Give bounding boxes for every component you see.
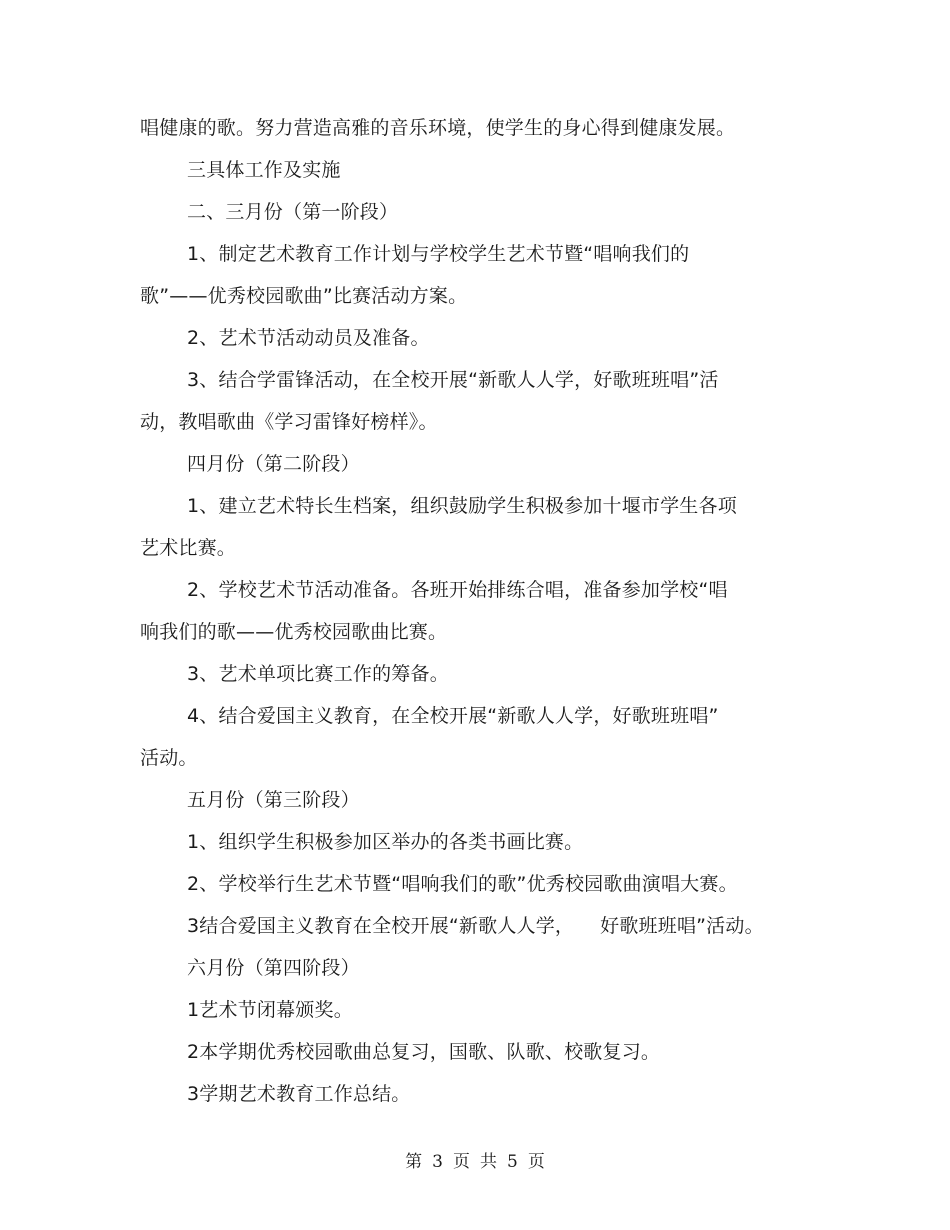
phase-heading-3: 五月份（第三阶段） bbox=[187, 789, 360, 811]
section-heading: 三具体工作及实施 bbox=[187, 159, 341, 181]
body-line-10: 1、建立艺术特长生档案，组织鼓励学生积极参加十堰市学生各项 bbox=[187, 495, 737, 517]
page-footer bbox=[0, 1150, 950, 1174]
body-line-20-tail: 好歌班班唱”活动。 bbox=[600, 915, 764, 937]
body-line-20-head: 3结合爱国主义教育在全校开展“新歌人人学， bbox=[187, 915, 575, 937]
body-line-12: 2、学校艺术节活动准备。各班开始排练合唱，准备参加学校“唱 bbox=[187, 579, 728, 601]
footer-page-word: 页 bbox=[453, 1152, 470, 1172]
phase-heading-2: 四月份（第二阶段） bbox=[187, 453, 360, 475]
body-line-23: 2本学期优秀校园歌曲总复习，国歌、队歌、校歌复习。 bbox=[187, 1041, 661, 1063]
body-line-20 bbox=[187, 914, 764, 938]
phase-heading-1: 二、三月份（第一阶段） bbox=[187, 201, 399, 223]
body-line-8: 动，教唱歌曲《学习雷锋好榜样》。 bbox=[140, 411, 438, 433]
body-line-6: 2、艺术节活动动员及准备。 bbox=[187, 327, 430, 349]
footer-total-prefix: 共 bbox=[480, 1152, 497, 1172]
phase-heading-4: 六月份（第四阶段） bbox=[187, 957, 360, 979]
body-line-16: 活动。 bbox=[140, 747, 198, 769]
body-line-19: 2、学校举行生艺术节暨“唱响我们的歌”优秀校园歌曲演唱大赛。 bbox=[187, 873, 738, 895]
body-line-5: 歌”——优秀校园歌曲”比赛活动方案。 bbox=[140, 285, 468, 307]
body-line-15: 4、结合爱国主义教育，在全校开展“新歌人人学，好歌班班唱” bbox=[187, 705, 719, 727]
footer-current-page: 3 bbox=[432, 1152, 443, 1172]
body-line-13: 响我们的歌——优秀校园歌曲比赛。 bbox=[140, 621, 448, 643]
body-line-1: 唱健康的歌。努力营造高雅的音乐环境，使学生的身心得到健康发展。 bbox=[140, 117, 736, 139]
footer-prefix: 第 bbox=[405, 1152, 423, 1172]
body-line-7: 3、结合学雷锋活动，在全校开展“新歌人人学，好歌班班唱”活 bbox=[187, 369, 719, 391]
footer-total-pages: 5 bbox=[507, 1152, 518, 1172]
body-line-4: 1、制定艺术教育工作计划与学校学生艺术节暨“唱响我们的 bbox=[187, 243, 690, 265]
body-line-22: 1艺术节闭幕颁奖。 bbox=[187, 999, 353, 1021]
body-line-24: 3学期艺术教育工作总结。 bbox=[187, 1083, 411, 1105]
body-line-18: 1、组织学生积极参加区举办的各类书画比赛。 bbox=[187, 831, 584, 853]
body-line-11: 艺术比赛。 bbox=[140, 537, 237, 559]
footer-page-suffix: 页 bbox=[527, 1152, 545, 1172]
body-line-14: 3、艺术单项比赛工作的筹备。 bbox=[187, 663, 449, 685]
